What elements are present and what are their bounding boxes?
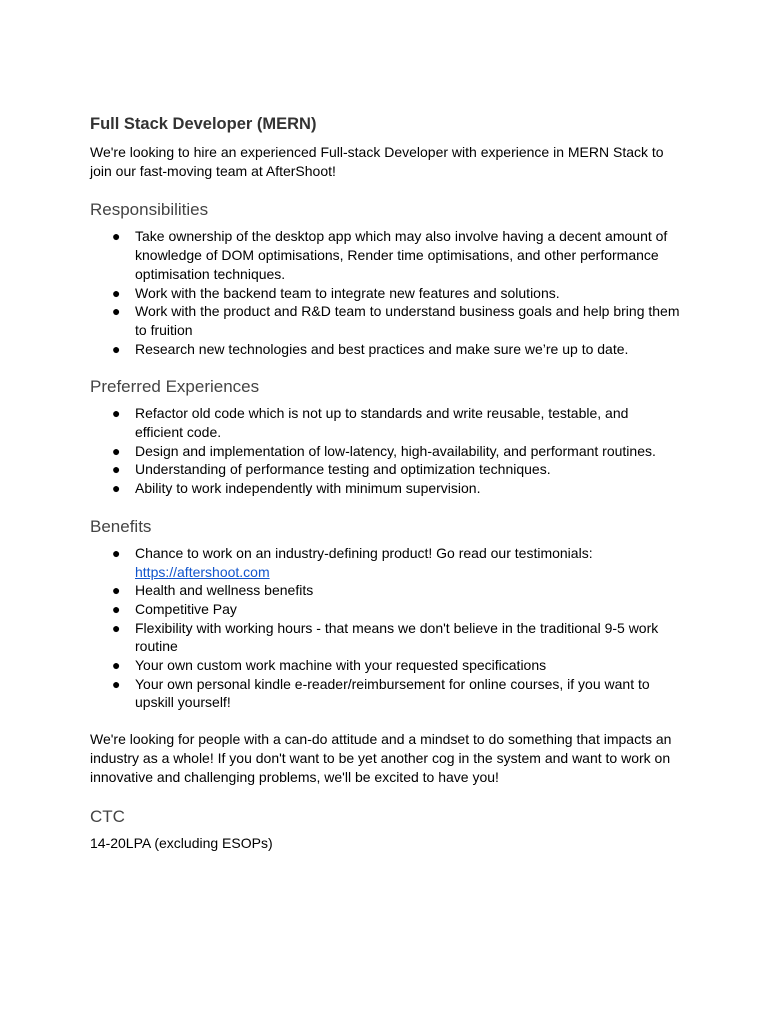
list-item [90, 600, 680, 619]
list-item [90, 460, 680, 479]
list-item [90, 675, 680, 712]
ctc-heading: CTC [90, 807, 125, 827]
list-item-text: Understanding of performance testing and optimization techniques. [135, 461, 551, 478]
bullet-icon: ● [112, 619, 121, 636]
list-item-text: Your own personal kindle e-reader/reimbursement for online courses, if you want to upskill yourself! [135, 675, 650, 711]
list-item-text: Take ownership of the desktop app which may also involve having a decent amount of knowledge of DOM optimisations, Render time optimisations, and other performance optimisation techniques. [135, 228, 668, 282]
page-title: Full Stack Developer (MERN) [90, 115, 317, 133]
list-item [90, 656, 680, 675]
benefits-heading: Benefits [90, 516, 152, 536]
responsibilities-heading: Responsibilities [90, 200, 209, 220]
bullet-icon: ● [112, 675, 121, 692]
preferred-experiences-heading: Preferred Experiences [90, 377, 260, 397]
list-item-text: Flexibility with working hours - that means we don't believe in the traditional 9-5 work routine [135, 619, 659, 655]
list-item-text: Refactor old code which is not up to standards and write reusable, testable, and efficient code. [135, 405, 629, 441]
bullet-icon: ● [112, 461, 121, 478]
bullet-icon: ● [112, 600, 121, 617]
list-item-text: Work with the backend team to integrate new features and solutions. [135, 284, 560, 301]
list-item-text: Design and implementation of low-latency, high-availability, and performant routines. [135, 442, 656, 459]
closing-paragraph: We're looking for people with a can-do attitude and a mindset to do something that impacts an industry as a whole! If you don't want to be yet another cog in the system and want to work on innovative and challenging problems, we'll be excited to have you! [90, 731, 672, 785]
bullet-icon: ● [112, 303, 121, 320]
list-item [90, 619, 680, 656]
list-item [90, 442, 680, 461]
list-item-text: Ability to work independently with minimum supervision. [135, 480, 481, 497]
intro-paragraph: We're looking to hire an experienced Full-stack Developer with experience in MERN Stack to join our fast-moving team at AfterShoot! [90, 144, 664, 179]
list-item [90, 404, 680, 441]
list-item [90, 302, 680, 339]
list-item [90, 544, 680, 581]
list-item [90, 340, 680, 359]
bullet-icon: ● [112, 480, 121, 497]
ctc-value: 14-20LPA (excluding ESOPs) [90, 835, 273, 852]
bullet-icon: ● [112, 442, 121, 459]
responsibilities-list [90, 227, 680, 358]
bullet-icon: ● [112, 284, 121, 301]
document-page [90, 113, 680, 853]
bullet-icon: ● [112, 405, 121, 422]
benefits-list [90, 544, 680, 712]
bullet-icon: ● [112, 228, 121, 245]
bullet-icon: ● [112, 657, 121, 674]
list-item [90, 284, 680, 303]
bullet-icon: ● [112, 582, 121, 599]
bullet-icon: ● [112, 544, 121, 561]
list-item-text: Health and wellness benefits [135, 582, 314, 599]
list-item-text: Chance to work on an industry-defining product! Go read our testimonials: [135, 544, 593, 561]
list-item-text: Competitive Pay [135, 600, 237, 617]
list-item-text: Research new technologies and best practices and make sure we’re up to date. [135, 340, 629, 357]
list-item-text: Your own custom work machine with your requested specifications [135, 657, 547, 674]
testimonials-link[interactable]: https://aftershoot.com [135, 563, 270, 580]
preferred-experiences-list [90, 404, 680, 498]
list-item-text: Work with the product and R&D team to understand business goals and help bring them to fruition [135, 303, 680, 338]
list-item [90, 227, 680, 283]
list-item [90, 581, 680, 600]
list-item [90, 479, 680, 498]
bullet-icon: ● [112, 340, 121, 357]
